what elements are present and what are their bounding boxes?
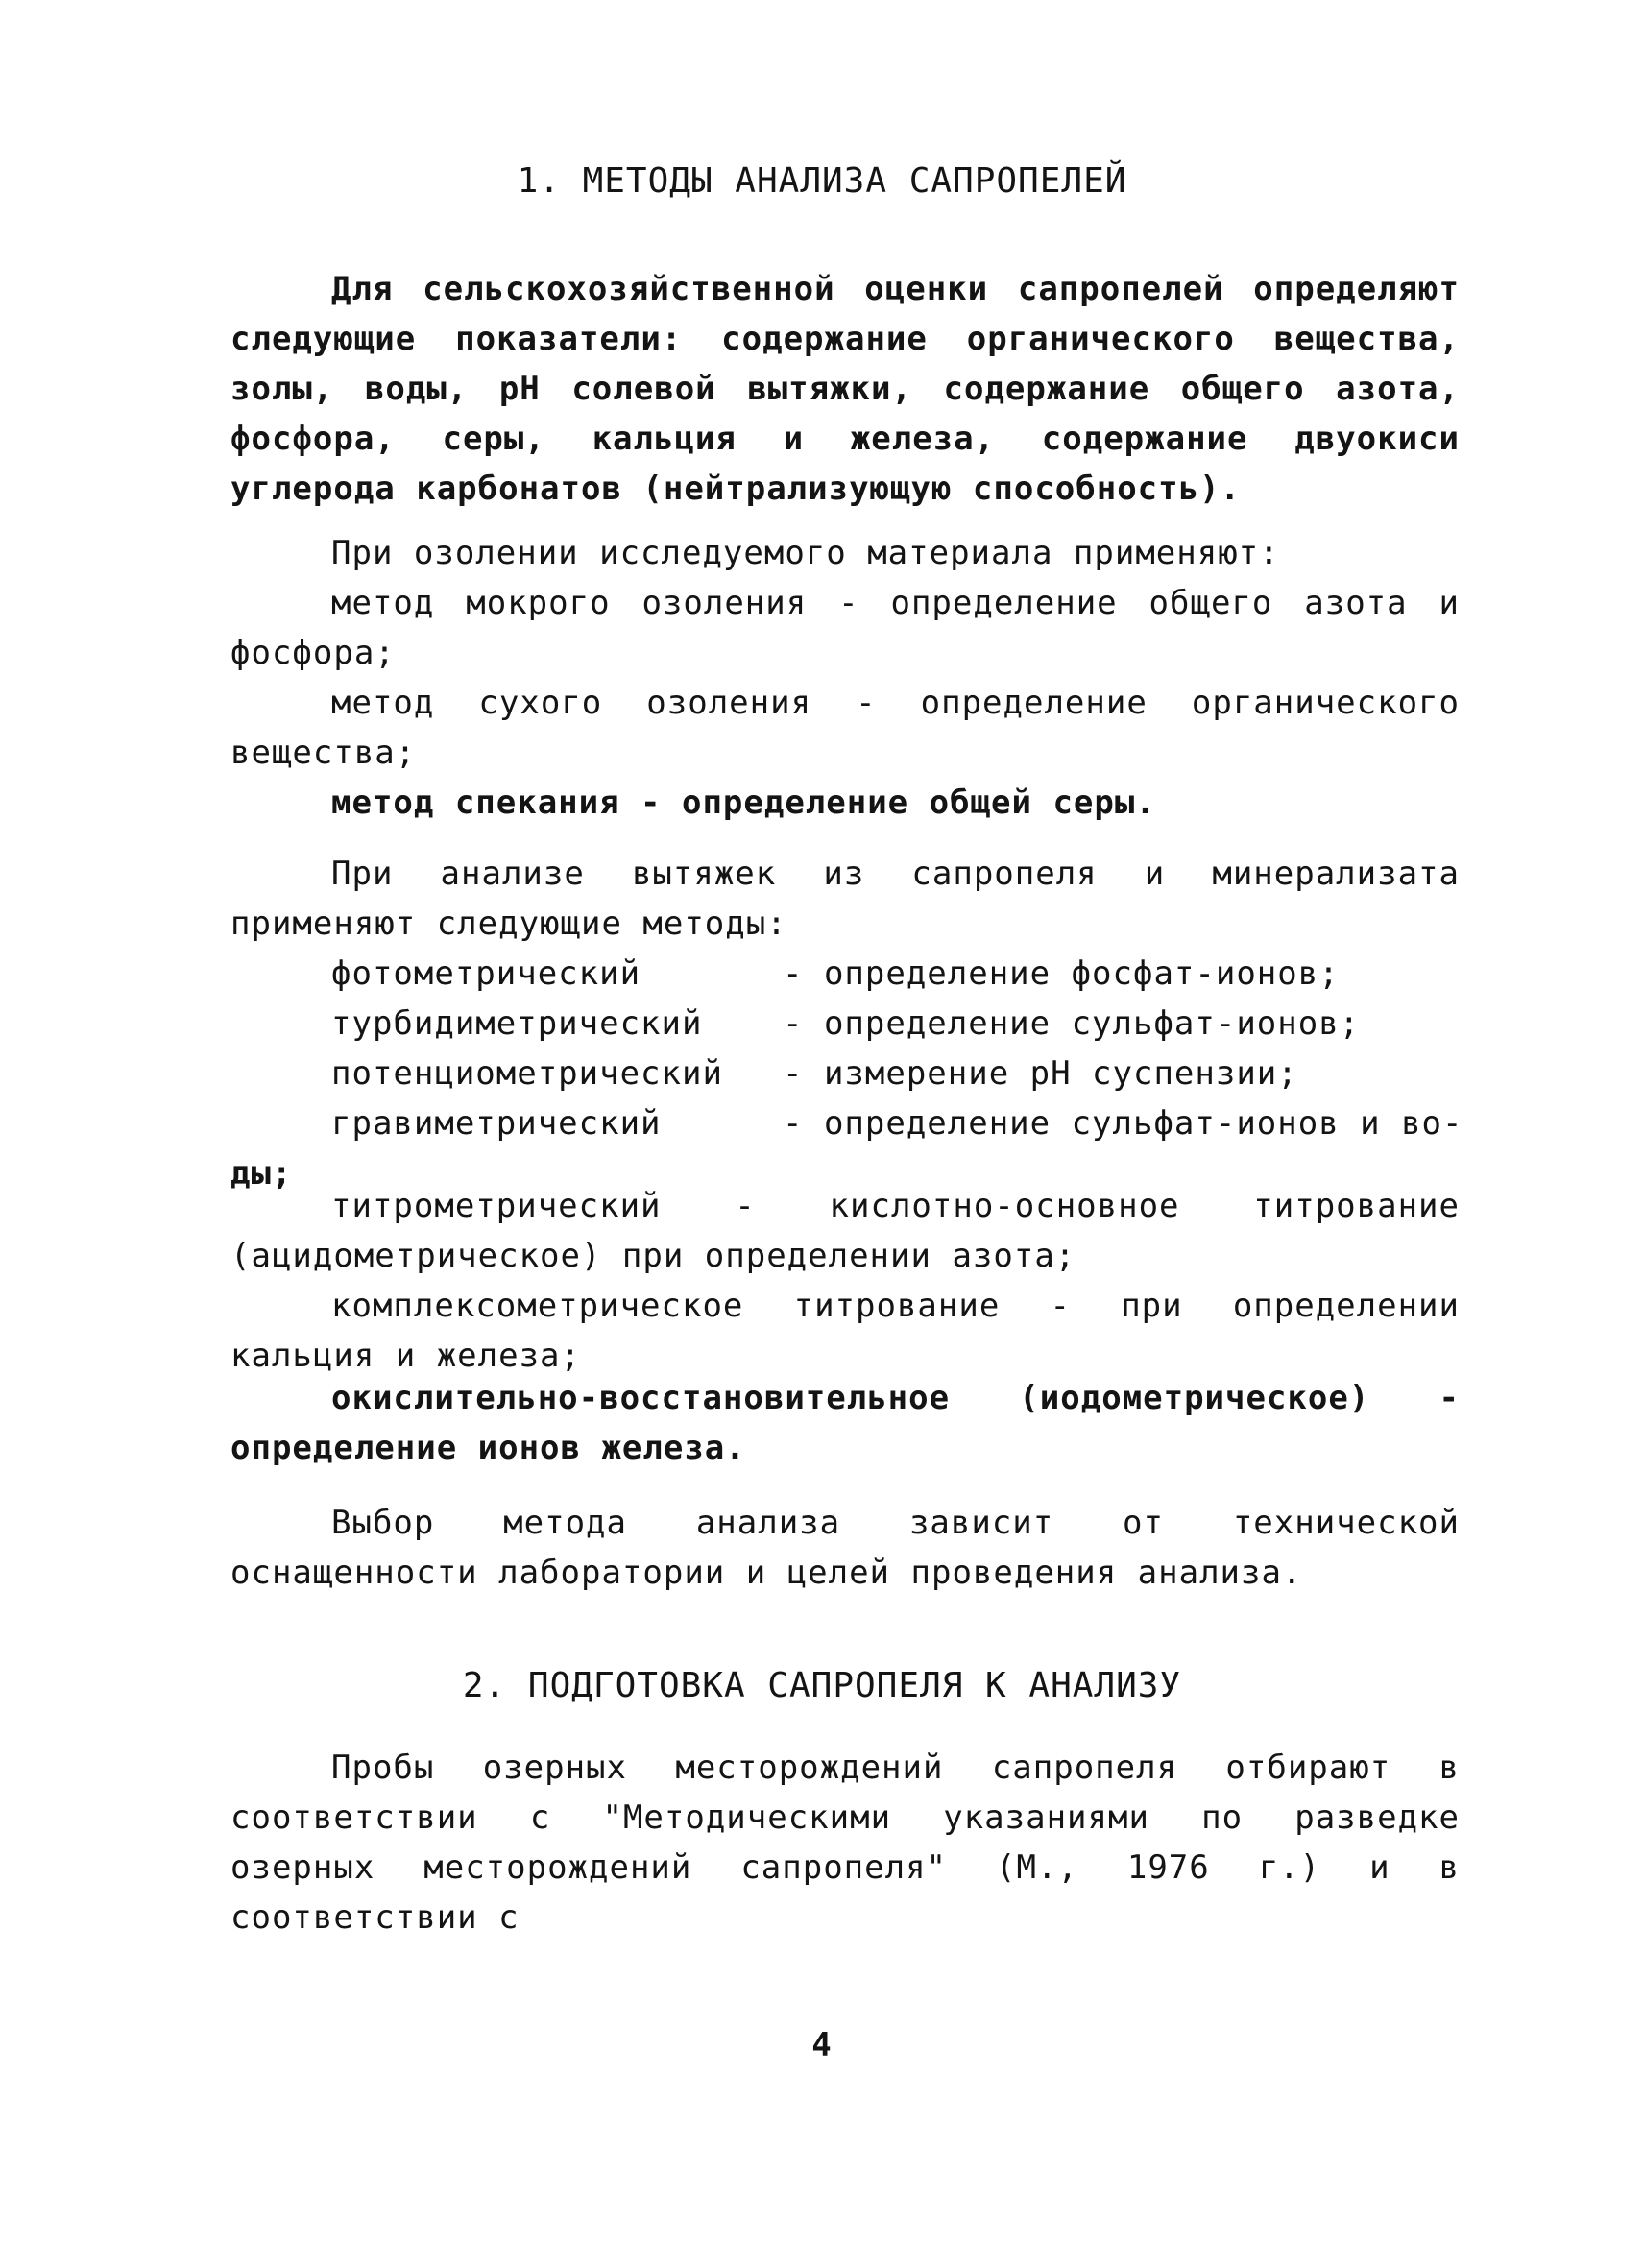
method-row: [331, 1049, 1460, 1098]
method-row: [331, 999, 1460, 1049]
complexometric-method: комплексометрическое титрование - при определении кальция и железа;: [230, 1287, 1460, 1375]
method-description: - определение фосфат-ионов;: [783, 954, 1340, 993]
page-number: 4: [811, 2026, 833, 2064]
dry-ashing-method: метод сухого озоления - определение органического вещества;: [230, 684, 1460, 772]
titrimetric-method: титрометрический - кислотно-основное титрование (ацидометрическое) при определении азота;: [230, 1187, 1460, 1275]
method-description: - определение сульфат-ионов и во-: [783, 1104, 1463, 1143]
method-choice-paragraph: Выбор метода анализа зависит от технической оснащенности лаборатории и целей проведения анализа.: [230, 1504, 1460, 1592]
intro-paragraph: Для сельскохозяйственной оценки сапропелей определяют следующие показатели: содержание органического вещества, золы, воды, pH солевой вытяжки, содержание общего азота, фосфора, серы, кальция и железа, содержание двуокиси углерода карбонатов (нейтрализующую способность).: [230, 270, 1460, 508]
wet-ashing-method: метод мокрого озоления - определение общего азота и фосфора;: [230, 584, 1460, 672]
extract-methods-intro: При анализе вытяжек из сапропеля и минерализата применяют следующие методы:: [230, 855, 1460, 943]
method-name: турбидиметрический: [331, 1004, 703, 1043]
sampling-paragraph: Пробы озерных месторождений сапропеля отбирают в соответствии с "Методическими указаниями по разведке озерных месторождений сапропеля" (М., 1976 г.) и в соответствии с: [230, 1749, 1460, 1937]
method-description: - измерение pH суспензии;: [783, 1054, 1298, 1093]
method-name: потенциометрический: [331, 1054, 723, 1093]
ashing-intro: При озолении исследуемого материала применяют:: [331, 534, 1280, 572]
method-description: - определение сульфат-ионов;: [783, 1004, 1361, 1043]
method-description-continuation: ды;: [230, 1154, 293, 1193]
section-1-title: 1. МЕТОДЫ АНАЛИЗА САПРОПЕЛЕЙ: [517, 161, 1127, 201]
method-name: фотометрический: [331, 954, 641, 993]
fusion-method: метод спекания - определение общей серы.: [331, 784, 1156, 822]
method-row: [331, 1098, 1463, 1148]
method-row: [331, 949, 1460, 999]
redox-method: окислительно-восстановительное (иодометрическое) - определение ионов железа.: [230, 1379, 1460, 1467]
method-name: гравиметрический: [331, 1104, 662, 1143]
section-2-title: 2. ПОДГОТОВКА САПРОПЕЛЯ К АНАЛИЗУ: [462, 1666, 1182, 1705]
